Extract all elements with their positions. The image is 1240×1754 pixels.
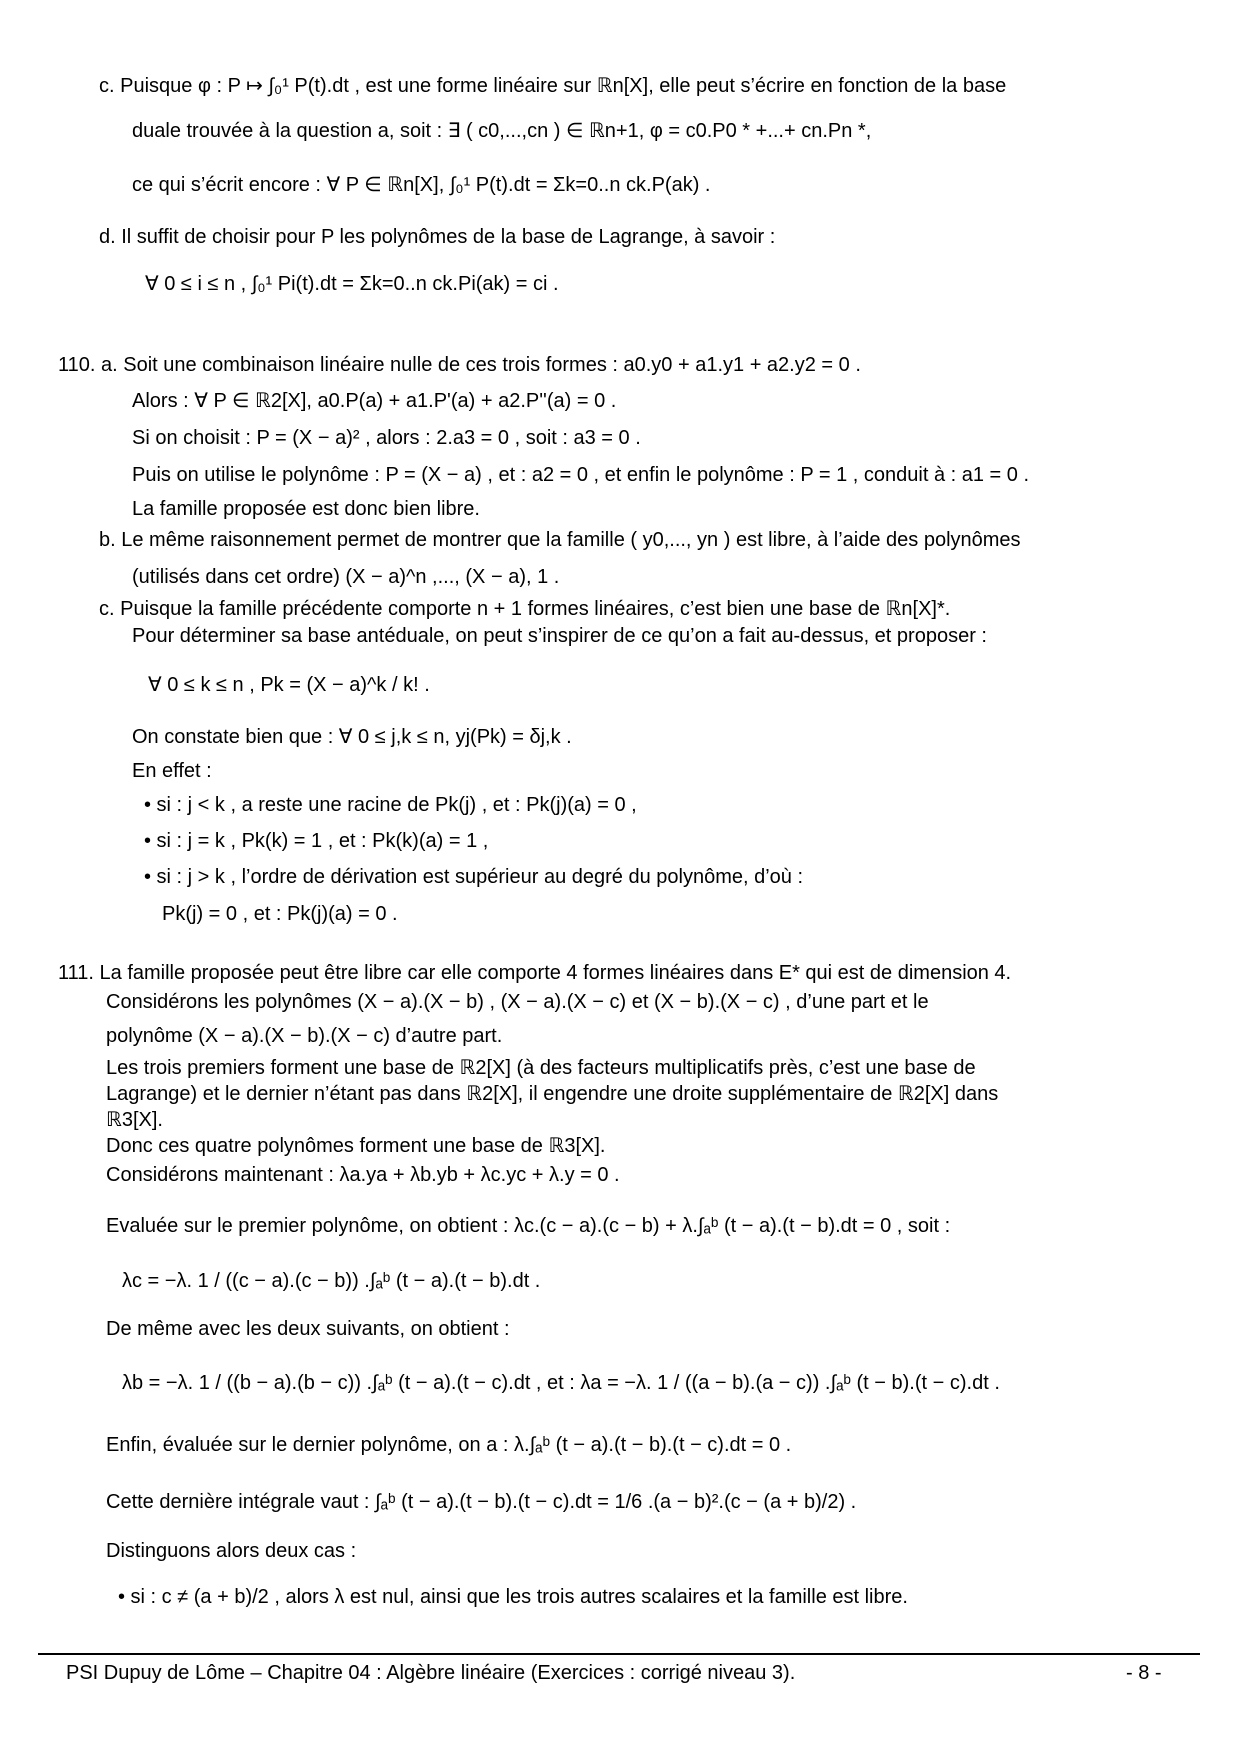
- text-line-trois-premiers: Les trois premiers forment une base de ℝ2[X] (à des facteurs multiplicatifs près, c’est une base de: [106, 1057, 976, 1079]
- text-line-polynome: polynôme (X − a).(X − b).(X − c) d’autre part.: [106, 1025, 503, 1047]
- text-line-ecrit-encore: ce qui s’écrit encore : ∀ P ∈ ℝn[X], ∫₀¹ P(t).dt = Σk=0..n ck.P(ak) .: [132, 174, 711, 196]
- text-line-anteduale: Pour déterminer sa base antéduale, on peut s’inspirer de ce qu’on a fait au-dessus, et proposer :: [132, 625, 987, 647]
- text-line-evaluee-premier: Evaluée sur le premier polynôme, on obtient : λc.(c − a).(c − b) + λ.∫ₐᵇ (t − a).(t − b).dt = 0 , soit :: [106, 1215, 951, 1237]
- text-line-de-meme: De même avec les deux suivants, on obtient :: [106, 1318, 510, 1340]
- text-line-considerons: Considérons les polynômes (X − a).(X − b) , (X − a).(X − c) et (X − b).(X − c) , d’une part et le: [106, 991, 929, 1013]
- text-line-duale: duale trouvée à la question a, soit : ∃ ( c0,...,cn ) ∈ ℝn+1, φ = c0.P0 * +...+ cn.Pn *,: [132, 120, 872, 142]
- formula-lambda-b-a: λb = −λ. 1 / ((b − a).(b − c)) .∫ₐᵇ (t − a).(t − c).dt , et : λa = −λ. 1 / ((a − b).(a − c)) .∫ₐᵇ (t − b).(t − c).dt .: [122, 1372, 1000, 1394]
- exercise-110-a: 110. a. Soit une combinaison linéaire nulle de ces trois formes : a0.y0 + a1.y1 + a2.y2 = 0 .: [58, 354, 861, 376]
- footer-title: PSI Dupuy de Lôme – Chapitre 04 : Algèbre linéaire (Exercices : corrigé niveau 3).: [66, 1662, 796, 1684]
- text-line-donc-base: Donc ces quatre polynômes forment une base de ℝ3[X].: [106, 1135, 606, 1157]
- formula-lagrange: ∀ 0 ≤ i ≤ n , ∫₀¹ Pi(t).dt = Σk=0..n ck.Pi(ak) = ci .: [145, 273, 559, 295]
- page-number: - 8 -: [1126, 1662, 1162, 1684]
- bullet-j-less-k: • si : j < k , a reste une racine de Pk(j) , et : Pk(j)(a) = 0 ,: [144, 794, 637, 816]
- text-line-r3x: ℝ3[X].: [106, 1109, 163, 1131]
- text-line-c-famille: c. Puisque la famille précédente comporte n + 1 formes linéaires, c’est bien une base de ℝn[X]*.: [99, 598, 951, 620]
- text-line-b-raisonnement: b. Le même raisonnement permet de montrer que la famille ( y0,..., yn ) est libre, à l’aide des polynômes: [99, 529, 1021, 551]
- text-line-alors: Alors : ∀ P ∈ ℝ2[X], a0.P(a) + a1.P'(a) + a2.P''(a) = 0 .: [132, 390, 617, 412]
- text-line-considerons-maintenant: Considérons maintenant : λa.ya + λb.yb + λc.yc + λ.y = 0 .: [106, 1164, 620, 1186]
- text-line-enfin: Enfin, évaluée sur le dernier polynôme, on a : λ.∫ₐᵇ (t − a).(t − b).(t − c).dt = 0 .: [106, 1434, 792, 1456]
- text-line-puis: Puis on utilise le polynôme : P = (X − a) , et : a2 = 0 , et enfin le polynôme : P = 1 , conduit à : a1 = 0 .: [132, 464, 1030, 486]
- exercise-111: 111. La famille proposée peut être libre car elle comporte 4 formes linéaires dans E* qui est de dimension 4.: [58, 962, 1012, 984]
- bullet-j-greater-k: • si : j > k , l’ordre de dérivation est supérieur au degré du polynôme, d’où :: [144, 866, 804, 888]
- text-line-integrale: Cette dernière intégrale vaut : ∫ₐᵇ (t − a).(t − b).(t − c).dt = 1/6 .(a − b)².(c − (a + b)/2) .: [106, 1491, 857, 1513]
- text-line-famille-libre: La famille proposée est donc bien libre.: [132, 498, 480, 520]
- bullet-c-not-mid: • si : c ≠ (a + b)/2 , alors λ est nul, ainsi que les trois autres scalaires et la famille est libre.: [118, 1586, 908, 1608]
- text-line-d-lagrange: d. Il suffit de choisir pour P les polynômes de la base de Lagrange, à savoir :: [99, 226, 776, 248]
- text-line-en-effet: En effet :: [132, 760, 212, 782]
- text-line-si-on-choisit: Si on choisit : P = (X − a)² , alors : 2.a3 = 0 , soit : a3 = 0 .: [132, 427, 641, 449]
- bullet-j-equal-k: • si : j = k , Pk(k) = 1 , et : Pk(k)(a) = 1 ,: [144, 830, 489, 852]
- text-line-distinguons: Distinguons alors deux cas :: [106, 1540, 357, 1562]
- formula-pk: ∀ 0 ≤ k ≤ n , Pk = (X − a)^k / k! .: [148, 674, 430, 696]
- text-line-pk-zero: Pk(j) = 0 , et : Pk(j)(a) = 0 .: [162, 903, 398, 925]
- footer-divider: [38, 1653, 1200, 1655]
- text-line-on-constate: On constate bien que : ∀ 0 ≤ j,k ≤ n, yj(Pk) = δj,k .: [132, 726, 572, 748]
- text-line-c-puisque: c. Puisque φ : P ↦ ∫₀¹ P(t).dt , est une forme linéaire sur ℝn[X], elle peut s’écrire en fonction de la base: [99, 75, 1007, 97]
- text-line-utilises: (utilisés dans cet ordre) (X − a)^n ,..., (X − a), 1 .: [132, 566, 560, 588]
- formula-lambda-c: λc = −λ. 1 / ((c − a).(c − b)) .∫ₐᵇ (t − a).(t − b).dt .: [122, 1270, 541, 1292]
- text-line-lagrange-droite: Lagrange) et le dernier n’étant pas dans ℝ2[X], il engendre une droite supplémentaire de ℝ2[X] dans: [106, 1083, 999, 1105]
